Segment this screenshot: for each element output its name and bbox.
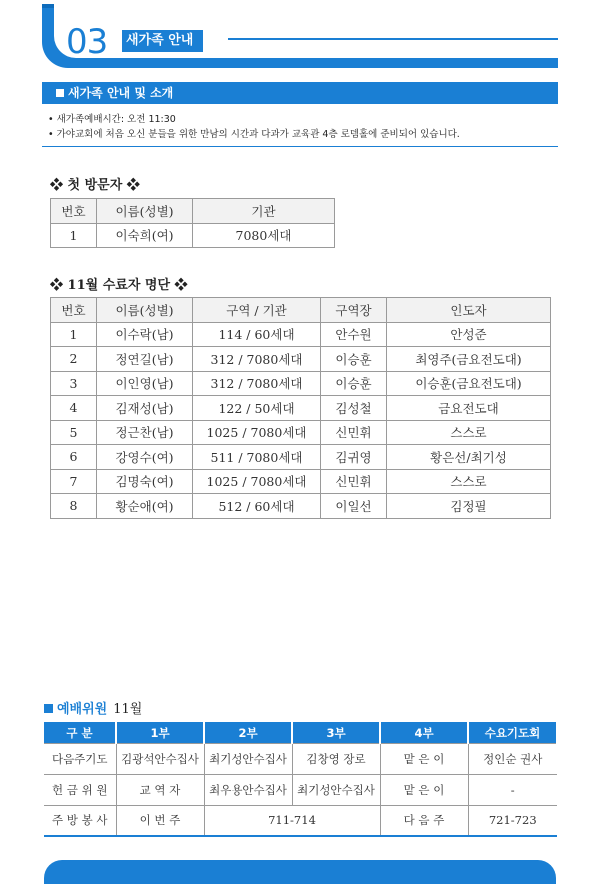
cell: 최기성안수집사: [292, 774, 380, 805]
column-header: 1부: [116, 723, 204, 743]
cell: 안수원: [321, 322, 387, 347]
cell: 신민휘: [321, 469, 387, 494]
intro-line: • 가야교회에 처음 오신 분들을 위한 만남의 시간과 다과가 교육관 4층 로뎀홀에 준비되어 있습니다.: [48, 129, 460, 140]
table-header-row: [51, 199, 335, 224]
cell: 정인순 권사: [468, 743, 557, 774]
table-row: [51, 445, 551, 470]
divider: [42, 146, 558, 147]
cell: 김정필: [387, 494, 551, 519]
cell: 교 역 자: [116, 774, 204, 805]
worship-heading-label: 예배위원: [57, 702, 108, 717]
title-rule: [228, 38, 558, 40]
cell: -: [468, 774, 557, 805]
cell: 721-723: [468, 805, 557, 836]
cell: 김성철: [321, 396, 387, 421]
cell: 이 번 주: [116, 805, 204, 836]
cell: 김귀영: [321, 445, 387, 470]
cell: 강영수(여): [97, 445, 193, 470]
square-icon: [44, 704, 53, 713]
cell: 금요전도대: [387, 396, 551, 421]
cell: 511 / 7080세대: [193, 445, 321, 470]
cell: 신민휘: [321, 420, 387, 445]
table-row: [51, 223, 335, 248]
cell: 주 방 봉 사: [44, 805, 116, 836]
cell: 7: [51, 469, 97, 494]
table-row: [51, 420, 551, 445]
cell: 김창영 장로: [292, 743, 380, 774]
intro-line: • 새가족예배시간: 오전 11:30: [48, 114, 176, 125]
cell: 2: [51, 347, 97, 372]
cell: 122 / 50세대: [193, 396, 321, 421]
cell: 황은선/최기성: [387, 445, 551, 470]
cell: 황순애(여): [97, 494, 193, 519]
cell: 맡 은 이: [380, 774, 468, 805]
cell: 최영주(금요전도대): [387, 347, 551, 372]
cell: 4: [51, 396, 97, 421]
first-visitors-table: [50, 198, 335, 248]
cell: 3: [51, 371, 97, 396]
cell: 8: [51, 494, 97, 519]
first-visitors-heading: ❖ 첫 방문자 ❖: [50, 178, 140, 193]
cell: 최기성안수집사: [204, 743, 292, 774]
cell: 1025 / 7080세대: [193, 420, 321, 445]
cell: 1: [51, 322, 97, 347]
section-number: 03: [66, 22, 108, 62]
cell: 스스로: [387, 420, 551, 445]
cell: 스스로: [387, 469, 551, 494]
cell: 1025 / 7080세대: [193, 469, 321, 494]
cell: 이숙희(여): [97, 223, 193, 248]
cell: 114 / 60세대: [193, 322, 321, 347]
cell: 7080세대: [193, 223, 335, 248]
table-row: [51, 371, 551, 396]
table-header-row: [51, 298, 551, 323]
cell: 김재성(남): [97, 396, 193, 421]
column-header: 이름(성별): [97, 298, 193, 323]
table-row: [51, 469, 551, 494]
column-header: 번호: [51, 298, 97, 323]
cell: 312 / 7080세대: [193, 347, 321, 372]
cell: 이인영(남): [97, 371, 193, 396]
intro-text: [48, 112, 460, 142]
cell: 헌 금 위 원: [44, 774, 116, 805]
table-row: [44, 743, 557, 774]
worship-heading: [44, 698, 142, 717]
cell: 6: [51, 445, 97, 470]
cell: 안성준: [387, 322, 551, 347]
table-row: [51, 396, 551, 421]
worship-table: [44, 722, 558, 837]
column-header: 3부: [292, 723, 380, 743]
square-icon: [56, 89, 64, 97]
column-header: 2부: [204, 723, 292, 743]
cell: 이승훈: [321, 371, 387, 396]
table-row: [51, 347, 551, 372]
intro-bar-label: 새가족 안내 및 소개: [68, 86, 174, 100]
cell: 정근찬(남): [97, 420, 193, 445]
column-header: 인도자: [387, 298, 551, 323]
column-header: 구 분: [44, 723, 116, 743]
column-header: 구역 / 기관: [193, 298, 321, 323]
cell: 5: [51, 420, 97, 445]
graduates-table: [50, 297, 551, 519]
cell: 김명숙(여): [97, 469, 193, 494]
column-header: 이름(성별): [97, 199, 193, 224]
column-header: 4부: [380, 723, 468, 743]
section-title: 새가족 안내: [122, 30, 203, 52]
cell: 711-714: [204, 805, 380, 836]
intro-bar: [42, 82, 558, 104]
worship-month: 11월: [113, 702, 143, 717]
cell: 이일선: [321, 494, 387, 519]
cell: 정연길(남): [97, 347, 193, 372]
cell: 1: [51, 223, 97, 248]
table-row: [51, 494, 551, 519]
table-row: [44, 774, 557, 805]
cell: 312 / 7080세대: [193, 371, 321, 396]
column-header: 번호: [51, 199, 97, 224]
table-row: [51, 322, 551, 347]
cell: 이승훈(금요전도대): [387, 371, 551, 396]
column-header: 구역장: [321, 298, 387, 323]
cell: 이승훈: [321, 347, 387, 372]
cell: 512 / 60세대: [193, 494, 321, 519]
cell: 다 음 주: [380, 805, 468, 836]
cell: 다음주기도: [44, 743, 116, 774]
graduates-heading: ❖ 11월 수료자 명단 ❖: [50, 278, 188, 293]
cell: 최우용안수집사: [204, 774, 292, 805]
cell: 김광석안수집사: [116, 743, 204, 774]
cell: 맡 은 이: [380, 743, 468, 774]
footer-band: [44, 860, 556, 884]
cell: 이수락(남): [97, 322, 193, 347]
table-row: [44, 805, 557, 836]
column-header: 기관: [193, 199, 335, 224]
column-header: 수요기도회: [468, 723, 557, 743]
table-header-row: [44, 723, 557, 743]
